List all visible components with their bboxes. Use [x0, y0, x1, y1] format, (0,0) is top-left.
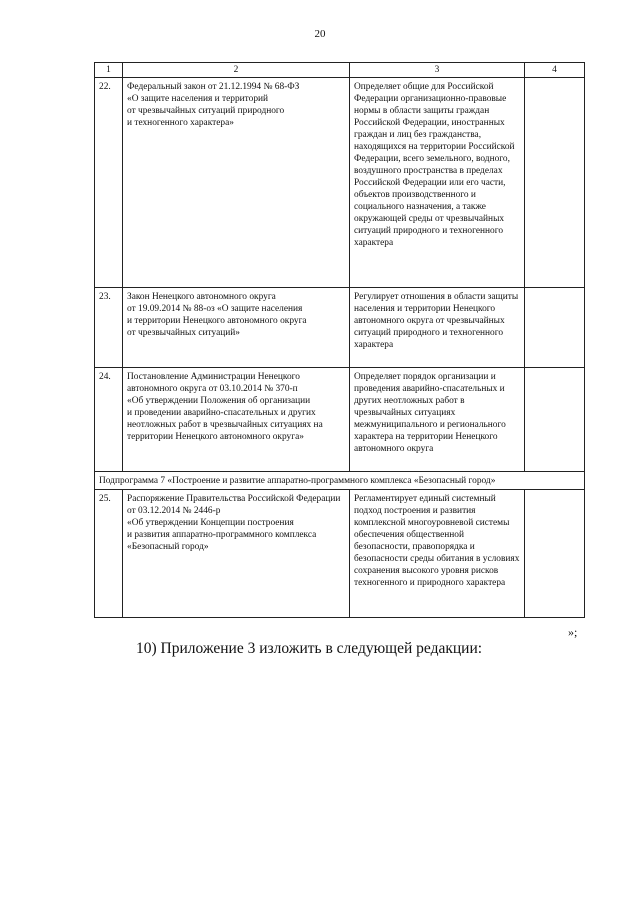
description-cell — [350, 78, 525, 288]
row-number: 24. — [95, 368, 123, 472]
row-number: 23. — [95, 288, 123, 368]
description-cell — [350, 288, 525, 368]
description-cell — [350, 490, 525, 618]
document-text: Распоряжение Правительства Российской Федерации от 03.12.2014 № 2446-р «Об утверждении Концепции построения и развития аппаратно-программного комплекса «Безопасный город» — [127, 494, 341, 552]
document-cell — [123, 78, 350, 288]
subprogram-title: Подпрограмма 7 «Построение и развитие аппаратно-программного комплекса «Безопасный город» — [95, 472, 585, 490]
column-header: 1 — [95, 63, 123, 78]
note-cell — [525, 288, 585, 368]
description-text: Регламентирует единый системный подход построения и развития комплексной многоуровневой системы обеспечения общественной безопасности, правопорядка и безопасности среды обитания в условиях сохранения высокого уровня рисков техногенного и природного характера — [354, 494, 520, 588]
note-cell — [525, 490, 585, 618]
column-header: 2 — [123, 63, 350, 78]
document-text: Федеральный закон от 21.12.1994 № 68-ФЗ «О защите населения и территорий от чрезвычайных ситуаций природного и техногенного характера» — [127, 82, 300, 128]
description-text: Определяет общие для Российской Федерации организационно-правовые нормы в области защиты граждан Российской Федерации, иностранных граждан и лиц без гражданства, находящихся на территории Российской Федерации, всего земельного, водного, воздушного пространства в пределах Российской Федерации или его части, объектов производственного и социального назначения, а также окружающей среды от чрезвычайных ситуаций природного и техногенного характера — [354, 82, 515, 248]
document-cell — [123, 288, 350, 368]
description-text: Определяет порядок организации и проведения аварийно-спасательных и других неотложных работ в чрезвычайных ситуациях межмуниципального и региональнoго характера на территории Ненецкого автономного округа — [354, 372, 506, 454]
document-cell — [123, 368, 350, 472]
subprogram-row — [95, 472, 585, 490]
table-row — [95, 78, 585, 288]
amendment-paragraph: 10) Приложение 3 изложить в следующей редакции: — [136, 640, 483, 657]
table-row — [95, 368, 585, 472]
closing-quote-mark: »; — [568, 625, 578, 639]
document-cell — [123, 490, 350, 618]
row-number: 22. — [95, 78, 123, 288]
document-text: Закон Ненецкого автономного округа от 19.09.2014 № 88-оз «О защите населения и территории Ненецкого автономного округа от чрезвычайных ситуаций» — [127, 292, 307, 338]
table-row — [95, 288, 585, 368]
row-number: 25. — [95, 490, 123, 618]
document-text: Постановление Администрации Ненецкого автономного округа от 03.10.2014 № 370-п «Об утверждении Положения об организации и проведении аварийно-спасательных и других неотложных работ в чрезвычайных ситуациях на территории Ненецкого автономного округа» — [127, 372, 323, 442]
table-header-row — [95, 63, 585, 78]
description-cell — [350, 368, 525, 472]
description-text: Регулирует отношения в области защиты населения и территории Ненецкого автономного округа от чрезвычайных ситуаций природного и техногенного характера — [354, 292, 519, 350]
legal-acts-table — [94, 62, 585, 618]
column-header: 4 — [525, 63, 585, 78]
table-row — [95, 490, 585, 618]
note-cell — [525, 368, 585, 472]
column-header: 3 — [350, 63, 525, 78]
page-number: 20 — [314, 28, 326, 40]
note-cell — [525, 78, 585, 288]
